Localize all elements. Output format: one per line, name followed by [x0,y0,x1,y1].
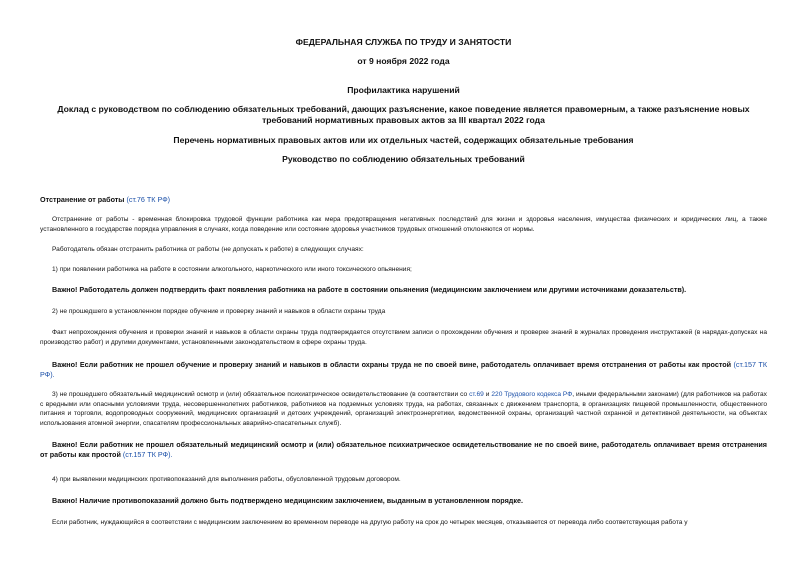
section-heading-text: Отстранение от работы [40,195,125,204]
document-date: от 9 ноября 2022 года [357,56,450,66]
note-intoxication: Важно! Работодатель должен подтвердить факт появления работника на работе в состоянии опьянения (медицинским заключением или другими источниками доказательств). [52,285,687,294]
topic-heading: Профилактика нарушений [347,85,460,95]
paragraph-obligation: Работодатель обязан отстранить работника от работы (не допускать к работе) в следующих случаях: [52,246,364,253]
report-title: Доклад с руководством по соблюдению обязательных требований, дающих разъяснение, какое поведение является правомерным, а также разъяснение новых требований нормативных правовых актов за III квартал 2022 года [57,104,750,125]
article-76-link[interactable]: ст.76 ТК РФ [128,195,168,204]
note-contraindications: Важно! Наличие противопоказаний должно быть подтверждено медицинским заключением, выданным в установленном порядке. [52,496,523,505]
article-220-link[interactable]: 220 Трудового кодекса РФ [491,391,573,398]
paragraph-case-4: 4) при выявлении медицинских противопоказаний для выполнения работы, обусловленной трудовым договором. [52,476,401,483]
section-heading: Отстранение от работы (ст.76 ТК РФ) [40,195,171,204]
paragraph-case-1: 1) при появлении работника на работе в состоянии алкогольного, наркотического или иного токсического опьянения; [52,266,412,273]
paragraph-case-2: 2) не прошедшего в установленном порядке обучение и проверку знаний и навыков в области охраны труда [52,308,386,315]
paragraph-training-proof: Факт непрохождения обучения и проверки знаний и навыков в области охраны труда подтверждается отсутствием записи о прохождении обучения и проверке знаний в журналах проведения инструктажей (в нарядах-допусках на производство работ) и другими документами, установленными законодательством в сфере охраны труда. [40,329,767,346]
note-training-downtime: Важно! Если работник не прошел обучение и проверку знаний и навыков в области охраны труда не по своей вине, работодатель оплачивает время отстранения от работы как простой (ст.157 ТК РФ). [40,360,768,380]
article-157-link-2[interactable]: ст.157 ТК РФ [125,450,169,460]
paragraph-case-3: 3) не прошедшего обязательный медицинский осмотр и (или) обязательное психиатрическое освидетельствование (в соответствии со ст.69 и 220 Трудового кодекса РФ, иными федеральными законами) (для работников на работах с вредными или опасными условиями труда, несовершеннолетних работников, работников на подземных условиях труда, на работах, связанных с движением транспорта, в организациях пищевой промышленности, общественного питания и торговли, водопроводных сооружений, медицинских организаций и детских учреждений, организаций электроэнергетики, ведомственной охраны, организаций частной охранной и детективной деятельности, на объектах использования атомной энергии, спасателям профессиональных аварийно-спасательных служб). [40,391,767,427]
guide-title: Руководство по соблюдению обязательных требований [282,154,525,164]
note-medical-downtime: Важно! Если работник не прошел обязательный медицинский осмотр и (или) обязательное психиатрическое освидетельствование не по своей вине, работодатель оплачивает время отстранения от работы как простой (ст.157 ТК РФ). [40,440,767,460]
agency-title: ФЕДЕРАЛЬНАЯ СЛУЖБА ПО ТРУДУ И ЗАНЯТОСТИ [295,37,512,47]
article-157-link[interactable]: ст.157 ТК РФ [40,360,768,380]
list-title: Перечень нормативных правовых актов или их отдельных частей, содержащих обязательные требования [173,135,634,145]
paragraph-definition: Отстранение от работы - временная блокировка трудовой функции работника как мера предотвращения негативных последствий для жизни и здоровья населения, имущества физических и юридических лиц, а также установленного в государстве порядка управления в случаях, когда поведение или состояние здоровья участников трудовых отношений отклоняются от нормы. [40,216,767,233]
paragraph-transfer: Если работник, нуждающийся в соответствии с медицинским заключением во временном переводе на другую работу на срок до четырех месяцев, отказывается от перевода либо соответствующая работа у [52,519,688,526]
article-69-link[interactable]: ст.69 [469,391,484,398]
